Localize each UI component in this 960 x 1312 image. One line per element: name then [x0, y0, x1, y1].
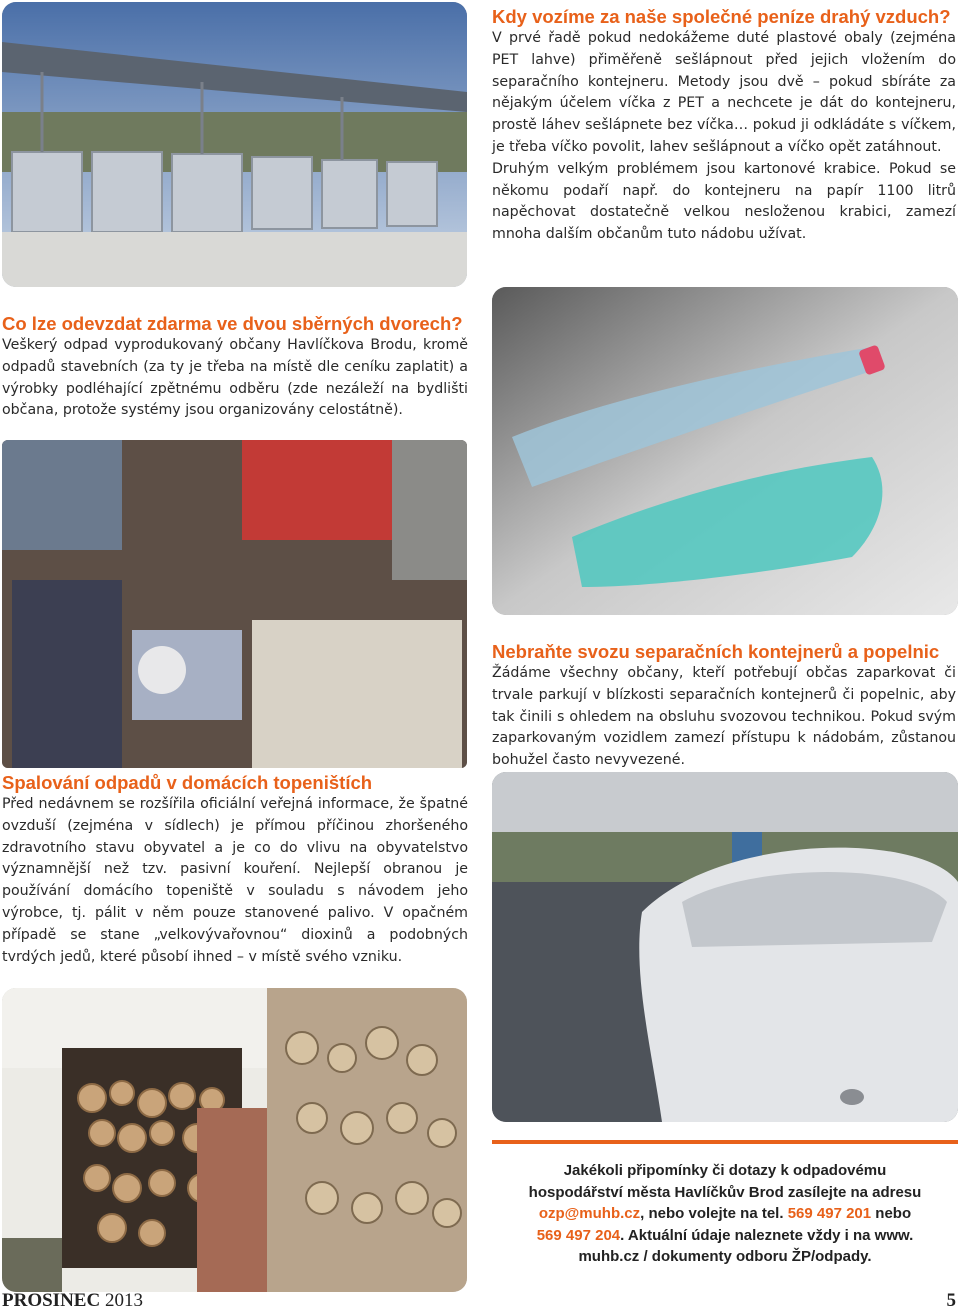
- text-free-collection: Veškerý odpad vyprodukovaný občany Havlíčkova Brodu, kromě odpadů stavebních (za ty je třeba na místě dle ceníku zaplatit) a výrobky podléhající zpětnému odběru (zde nezáleží na bydlišti občana, protože systémy jsou organizovány celostátně).: [2, 337, 468, 419]
- footer-issue: [2, 1290, 143, 1312]
- contact-phone-2[interactable]: 569 497 204: [536, 1226, 621, 1244]
- paragraph-cardboard: Druhým velkým problémem jsou kartonové krabice. Pokud se někomu podaří např. do kontejneru na papír 1100 litrů napěchovat dostatečně velkou nesloženou krabici, zamezí mnoha dalším občanům tuto nádobu užívat.: [492, 160, 956, 243]
- photo-container-yard: [2, 2, 467, 287]
- footer-year: 2013: [100, 1290, 143, 1311]
- heading-expensive-air: Kdy vozíme za naše společné peníze drahý vzduch?: [492, 6, 951, 27]
- contact-line-1: Jakékoli připomínky či dotazy k odpadovému: [563, 1162, 887, 1179]
- contact-line-5: muhb.cz / dokumenty odboru ŽP/odpady.: [578, 1248, 872, 1265]
- contact-line-3: [492, 1203, 958, 1225]
- photo-cluttered-waste: [2, 440, 467, 768]
- contact-line-2: hospodářství města Havlíčkův Brod zasílejte na adresu: [528, 1183, 922, 1201]
- footer-month: PROSINEC: [2, 1290, 101, 1311]
- section-burning: [2, 772, 468, 968]
- contact-mid-1: , nebo volejte na tel.: [640, 1205, 788, 1222]
- contact-box: [492, 1140, 958, 1280]
- contact-phone-1[interactable]: 569 497 201: [787, 1205, 872, 1222]
- text-expensive-air: [492, 28, 956, 246]
- paragraph-pet-bottles: V prvé řadě pokud nedokážeme duté plastové obaly (zejména PET lahve) přiměřeně sešlápnout před jejich vložením do separačního kontejneru. Metody jsou dvě – pokud sbíráte za nějakým účelem víčka z PET a nechcete je dát do kontejneru, prostě láhev sešlápnete bez víčka… pokud ji odkládáte s víčkem, je třeba víčko povolit, lahev sešlápnout a víčko opět zatáhnout.: [492, 30, 956, 155]
- text-parking: Žádáme všechny občany, kteří potřebují občas zaparkovat či trvale parkují v blízkosti separačních kontejnerů či popelnic, aby tak činili s ohledem na obsluhu svozovou technikou. Pokud svým zaparkovaným vozidlem zamezí přístupu k nádobám, zůstanou bohužel často nevyvezené.: [492, 665, 956, 769]
- heading-parking: Nebraňte svozu separačních kontejnerů a popelnic: [492, 641, 940, 662]
- contact-mid-2: nebo: [871, 1205, 912, 1222]
- contact-web-text: . Aktuální údaje naleznete vždy i na www.: [620, 1226, 914, 1244]
- contact-email-link[interactable]: ozp@muhb.cz: [538, 1205, 641, 1222]
- text-burning: Před nedávnem se rozšířila oficiální veřejná informace, že špatné ovzduší (zejména v sídlech) je přímou příčinou zhoršeného zdravotního stavu obyvatel a je co do vlivu na obyvatelstvo významnější než tzv. pasivní kouření. Nejlepší obranou je používání domácího topeniště v souladu s návodem jeho výrobce, tj. pálit v něm pouze stanovené palivo. V opačném případě se stane „velkovývařovnou“ dioxinů a podobných tvrdých jedů, které působí ihned – v místě svého vzniku.: [2, 796, 468, 965]
- section-parking: [492, 641, 956, 772]
- page-number: 5: [946, 1290, 956, 1311]
- photo-firewood: [2, 988, 467, 1292]
- section-free-collection: [2, 313, 468, 422]
- photo-pet-bottle: [492, 287, 958, 615]
- section-expensive-air: [492, 6, 956, 246]
- photo-snowy-parking: [492, 772, 958, 1122]
- heading-free-collection: Co lze odevzdat zdarma ve dvou sběrných dvorech?: [2, 313, 463, 334]
- heading-burning: Spalování odpadů v domácích topeništích: [2, 772, 373, 793]
- contact-line-4: [492, 1225, 958, 1247]
